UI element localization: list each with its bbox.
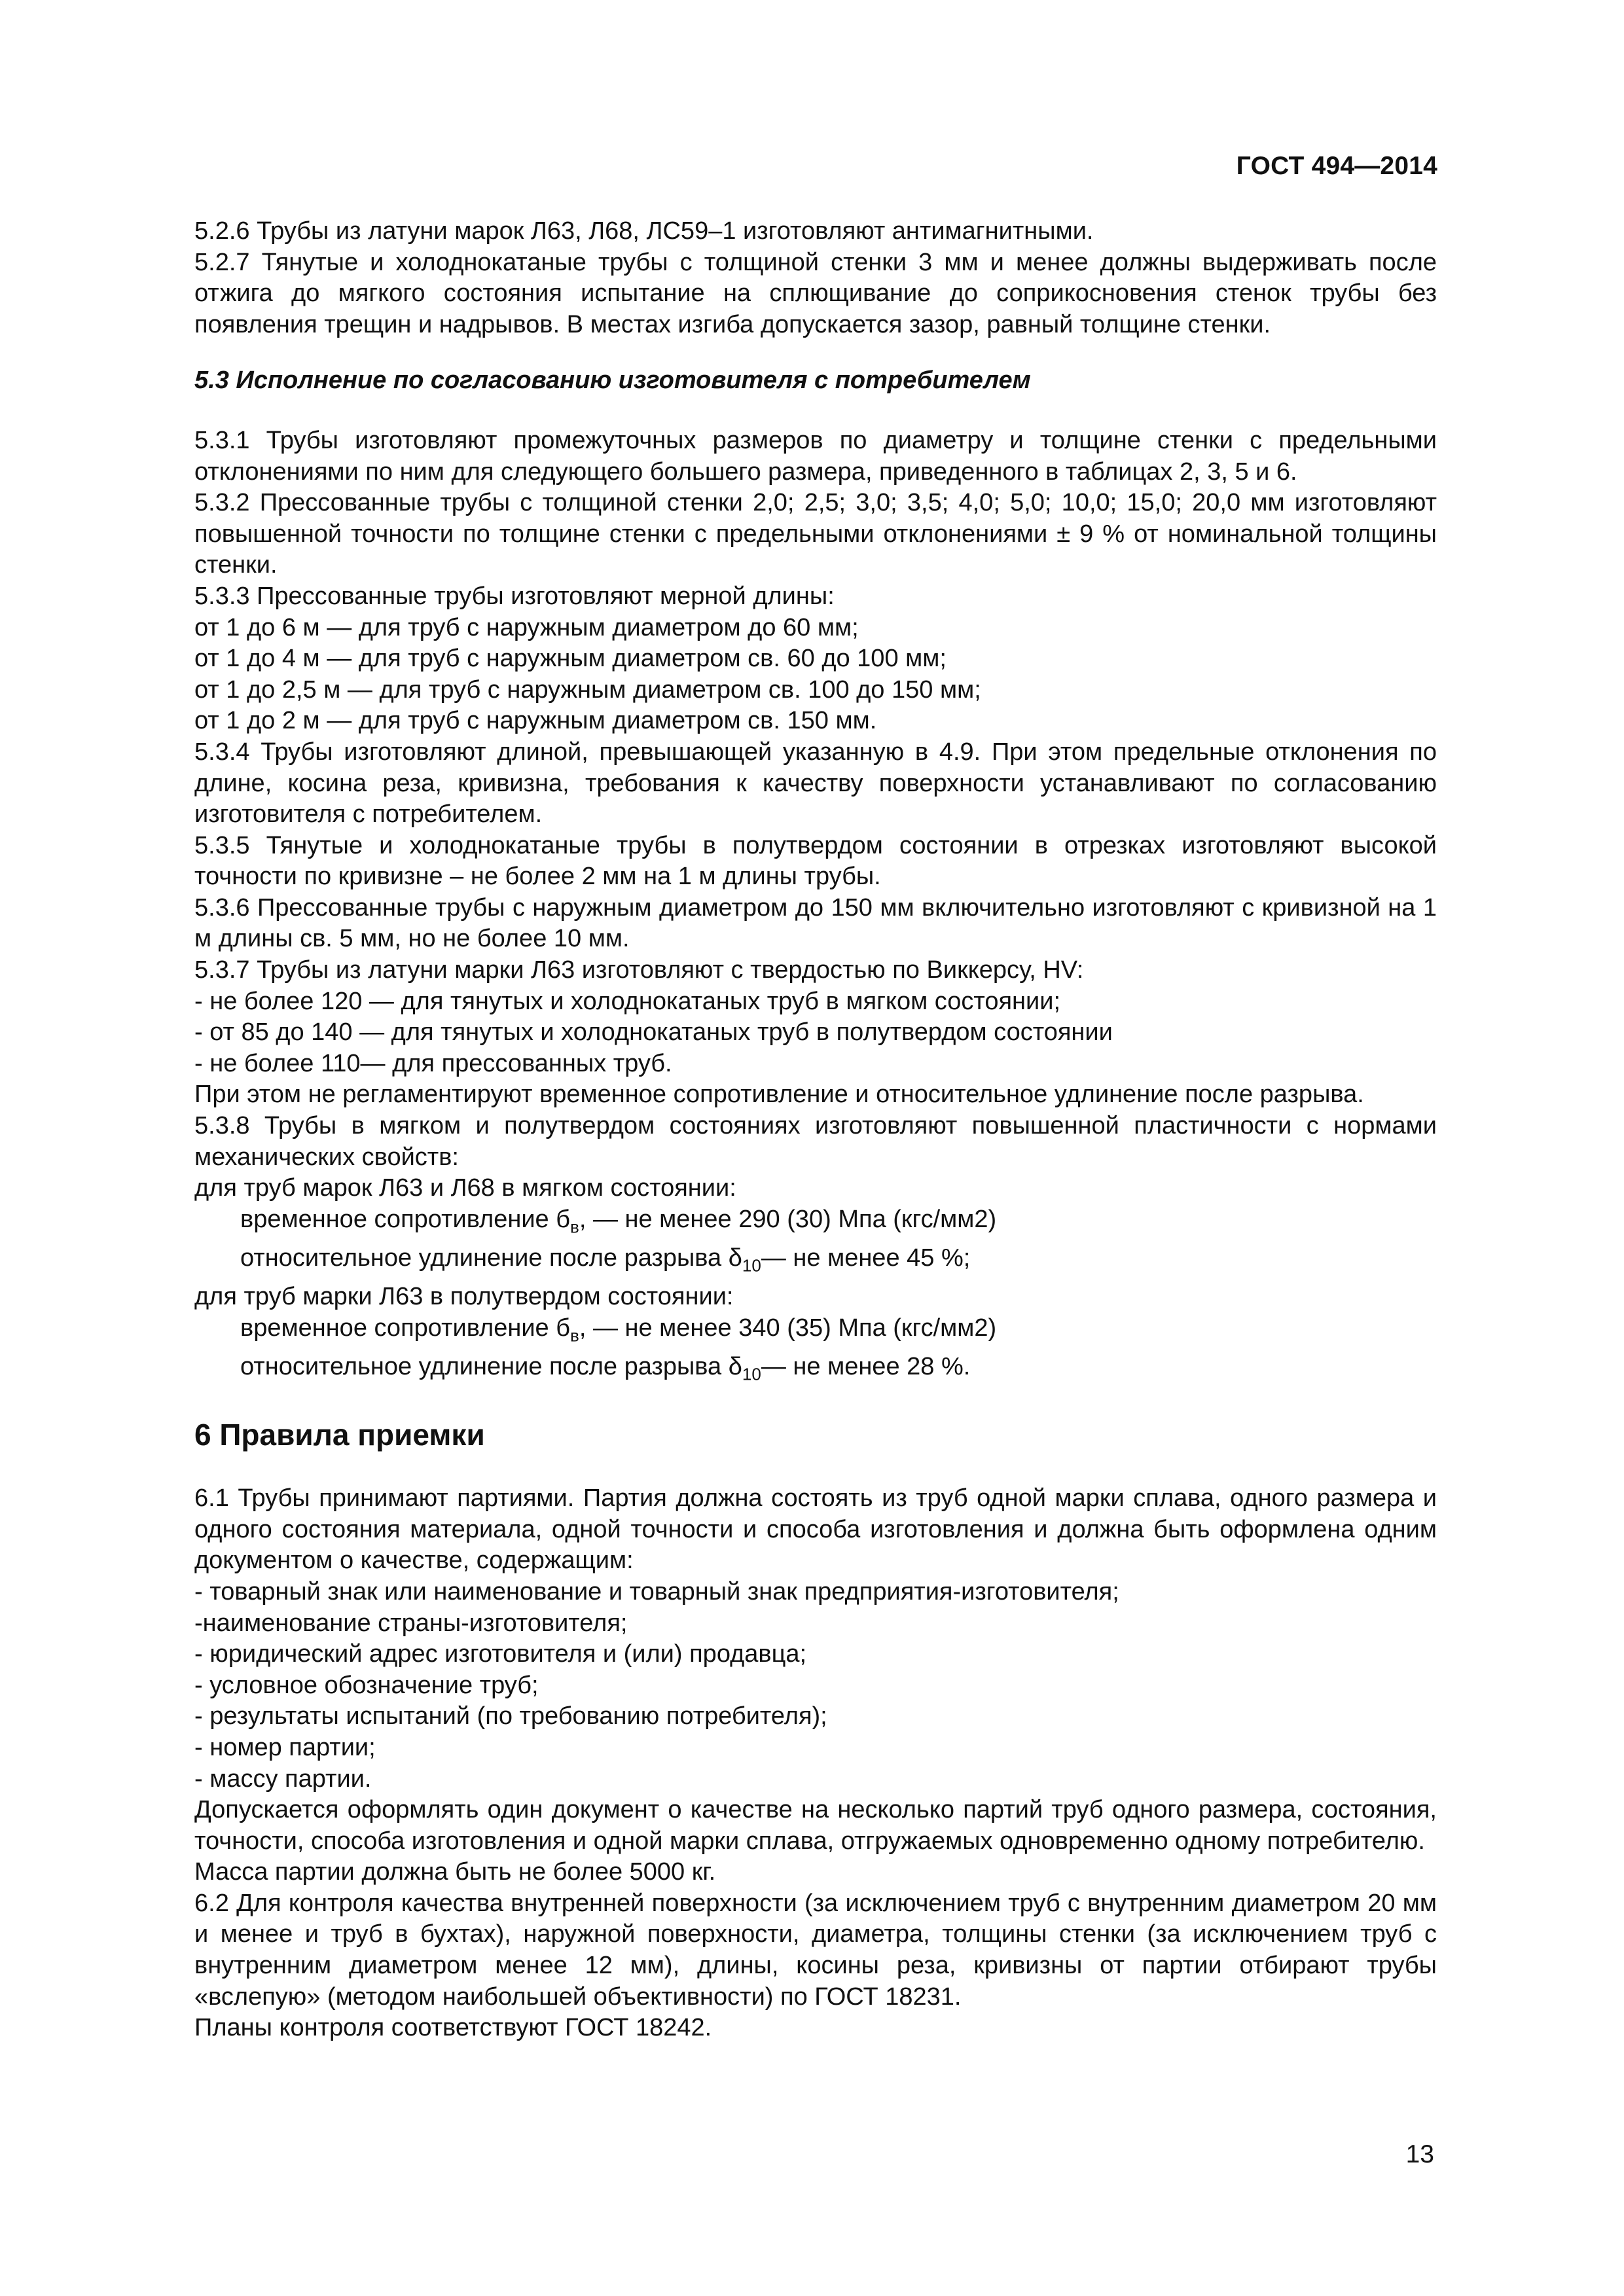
paragraph-5-3-6: 5.3.6 Прессованные трубы с наружным диаметром до 150 мм включительно изготовляют с кривизной на 1 м длины св. 5 мм, но не более 10 мм. (194, 893, 1437, 953)
paragraph-5-3-1: 5.3.1 Трубы изготовляют промежуточных размеров по диаметру и толщине стенки с предельными отклонениями по ним для следующего большего размера, приведенного в таблицах 2, 3, 5 и 6. (194, 426, 1437, 486)
subsection-heading-5-3: 5.3 Исполнение по согласованию изготовителя с потребителем (194, 367, 1031, 395)
list-item: - не более 120 — для тянутых и холоднокатаных труб в мягком состоянии; (194, 987, 1061, 1015)
paragraph-6-1-note-1: Допускается оформлять один документ о качестве на несколько партий труб одного размера, состояния, точности, способа изготовления и одной марки сплава, отгружаемых одновременно одному потребителю. (194, 1796, 1437, 1855)
paragraph-5-3-7-note: При этом не регламентируют временное сопротивление и относительное удлинение после разрыва. (194, 1081, 1364, 1109)
section-heading-6: 6 Правила приемки (194, 1418, 485, 1452)
paragraph-5-2-7-text: 5.2.7 Тянутые и холоднокатаные трубы с толщиной стенки 3 мм и менее должны выдерживать после отжига до мягкого состояния испытание на сплющивание до соприкосновения стенок трубы без появления трещин и надрывов. В местах изгиба допускается зазор, равный толщине стенки. (194, 248, 1437, 338)
document-body (194, 216, 1437, 2044)
paragraph-6-2-note: Планы контроля соответствуют ГОСТ 18242. (194, 2014, 712, 2042)
mech-prop-line: относительное удлинение после разрыва $\delta_{10}—$ не менее 45 %; (240, 1244, 971, 1276)
paragraph-6-1-note-2: Масса партии должна быть не более 5000 кг. (194, 1858, 716, 1886)
list-item: - результаты испытаний (по требованию потребителя); (194, 1702, 827, 1731)
paragraph-6-1: 6.1 Трубы принимают партиями. Партия должна состоять из труб одной марки сплава, одного размера и одного состояния материала, одной точности и способа изготовления и должна быть оформлена одним документом о качестве, содержащим: (194, 1484, 1437, 1575)
list-item: от 1 до 6 м — для труб с наружным диаметром до 60 мм; (194, 613, 859, 641)
paragraph-5-3-2: 5.3.2 Прессованные трубы с толщиной стенки 2,0; 2,5; 3,0; 3,5; 4,0; 5,0; 10,0; 15,0; 20,0 мм изготовляют повышенной точности по толщине стенки с предельными отклонениями ± 9 % от номинальной толщины стенки. (194, 489, 1437, 579)
mech-prop-line: относительное удлинение после разрыва $\delta_{10}—$ не менее 28 %. (240, 1352, 971, 1384)
list-item: - номер партии; (194, 1733, 376, 1761)
paragraph-5-3-3: 5.3.3 Прессованные трубы изготовляют мерной длины: (194, 582, 835, 610)
list-item: - товарный знак или наименование и товарный знак предприятия-изготовителя; (194, 1577, 1119, 1605)
list-item: -наименование страны-изготовителя; (194, 1609, 628, 1637)
list-item: - юридический адрес изготовителя и (или) продавца; (194, 1640, 807, 1668)
paragraph-5-2-7 (194, 247, 1437, 341)
list-item: - массу партии. (194, 1765, 372, 1793)
list-item: - не более 110— для прессованных труб. (194, 1049, 672, 1077)
paragraph-5-3-4: 5.3.4 Трубы изготовляют длиной, превышающей указанную в 4.9. При этом предельные отклонения по длине, косина реза, кривизна, требования к качеству поверхности устанавливают по согласованию изготовителя с потребителем. (194, 738, 1437, 829)
paragraph-5-2-6-text: 5.2.6 Трубы из латуни марок Л63, Л68, ЛС59–1 изготовляют антимагнитными. (194, 217, 1094, 245)
list-item: - условное обозначение труб; (194, 1671, 539, 1699)
paragraph-5-3-8: 5.3.8 Трубы в мягком и полутвердом состояниях изготовляют повышенной пластичности с нормами механических свойств: (194, 1112, 1437, 1171)
list-item: - от 85 до 140 — для тянутых и холоднокатаных труб в полутвердом состоянии (194, 1018, 1113, 1047)
list-item: от 1 до 2,5 м — для труб с наружным диаметром св. 100 до 150 мм; (194, 675, 981, 704)
paragraph-5-3-5: 5.3.5 Тянутые и холоднокатаные трубы в полутвердом состоянии в отрезках изготовляют высокой точности по кривизне – не более 2 мм на 1 м длины трубы. (194, 831, 1437, 891)
mech-prop-line: временное сопротивление $б_в$, — не менее 290 (30) Мпа (кгс/мм2) (240, 1205, 997, 1237)
paragraph-5-3-7: 5.3.7 Трубы из латуни марки Л63 изготовляют с твердостью по Виккерсу, HV: (194, 956, 1084, 984)
paragraph-6-2: 6.2 Для контроля качества внутренней поверхности (за исключением труб с внутренним диаметром 20 мм и менее и труб в бухтах), наружной поверхности, диаметра, толщины стенки (за исключением труб с внутренним диаметром менее 12 мм), длины, косины реза, кривизны от партии отбирают трубы «вслепую» (методом наибольшей объективности) по ГОСТ 18231. (194, 1889, 1437, 2011)
mech-props-group-b-heading: для труб марки Л63 в полутвердом состоянии: (194, 1283, 734, 1311)
mech-props-group-a-heading: для труб марок Л63 и Л68 в мягком состоянии: (194, 1174, 736, 1202)
list-item: от 1 до 2 м — для труб с наружным диаметром св. 150 мм. (194, 707, 877, 735)
page-number: 13 (1405, 2140, 1434, 2168)
list-item: от 1 до 4 м — для труб с наружным диаметром св. 60 до 100 мм; (194, 645, 947, 673)
mech-prop-line: временное сопротивление $б_в$, — не менее 340 (35) Мпа (кгс/мм2) (240, 1314, 997, 1346)
paragraph-5-2-6 (194, 216, 1437, 247)
document-code-header: ГОСТ 494—2014 (1236, 152, 1437, 180)
